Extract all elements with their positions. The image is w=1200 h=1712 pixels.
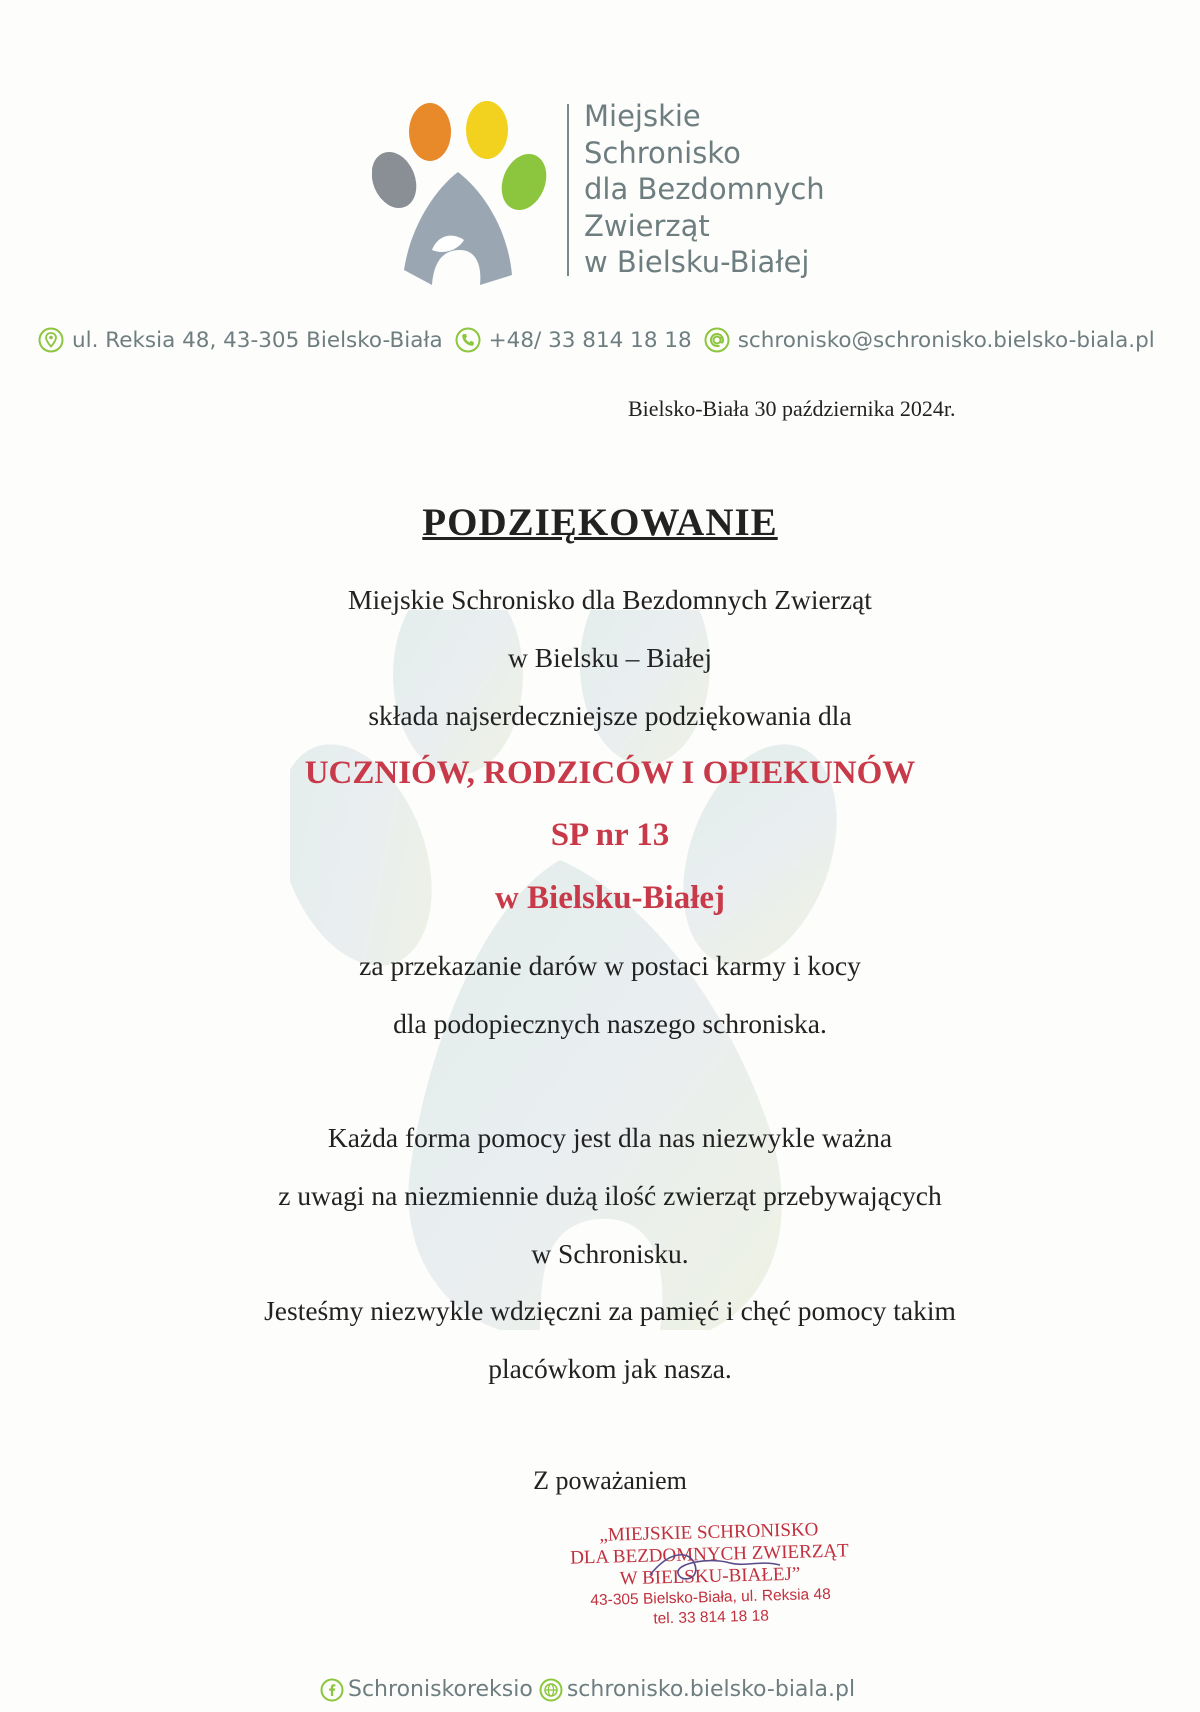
contact-email [704,327,1155,353]
body-line: Jesteśmy niezwykle wdzięczni za pamięć i chęć pomocy takim [264,1295,956,1326]
letter-date: Bielsko-Biała 30 października 2024r. [628,396,956,421]
closing-text: Z poważaniem [533,1466,687,1495]
intro-line: w Bielsku – Białej [508,642,712,673]
footer-facebook[interactable] [320,1677,533,1702]
reason-line: za przekazanie darów w postaci karmy i kocy [359,950,861,981]
body-line: w Schronisku. [531,1238,689,1269]
address-text: ul. Reksia 48, 43-305 Bielsko-Biała [72,327,443,353]
body-line: placówkom jak nasza. [488,1353,732,1384]
contact-phone [455,327,692,353]
stamp-line: tel. 33 814 18 18 [653,1607,770,1628]
facebook-icon [320,1678,344,1702]
reason-line: dla podopiecznych naszego schroniska. [393,1008,827,1039]
logo-line: Zwierząt [584,208,710,243]
stamp-line: W BIELSKU-BIAŁEJ” [619,1563,801,1590]
paw-logo-icon [372,100,552,290]
contact-bar [38,327,1168,353]
logo-line: Schronisko [584,135,741,170]
body-line: Każda forma pomocy jest dla nas niezwykle ważna [327,1122,893,1153]
stamp-line: 43-305 Bielsko-Biała, ul. Reksia 48 [590,1585,831,1610]
at-sign-icon [704,327,730,353]
intro-line: składa najserdeczniejsze podziękowania dla [368,700,852,731]
logo-line: dla Bezdomnych [584,172,825,206]
stamp-line: DLA BEZDOMNYCH ZWIERZĄT [569,1540,850,1569]
recipient-line: w Bielsku-Białej [494,880,726,916]
phone-text: +48/ 33 814 18 18 [488,327,692,353]
footer-website[interactable] [539,1677,855,1702]
logo-wordmark [584,98,825,281]
logo-divider [567,104,569,276]
email-text: schronisko@schronisko.bielsko-biala.pl [737,327,1155,353]
logo-line: w Bielsku-Białej [584,245,810,279]
location-pin-icon [38,327,64,353]
facebook-text: Schroniskoreksio [348,1677,533,1702]
recipient-line: SP nr 13 [550,817,670,853]
signature [640,1545,790,1585]
recipient-line: UCZNIÓW, RODZICÓW I OPIEKUNÓW [304,755,916,791]
footer [320,1677,1020,1702]
globe-icon [539,1678,563,1702]
intro-line: Miejskie Schronisko dla Bezdomnych Zwierząt [348,584,872,615]
page-title: PODZIĘKOWANIE [422,501,778,544]
stamp-line: „MIEJSKIE SCHRONISKO [599,1519,819,1546]
website-text: schronisko.bielsko-biala.pl [566,1677,856,1702]
body-line: z uwagi na niezmiennie dużą ilość zwierząt przebywających [278,1180,942,1211]
contact-address [38,327,443,353]
logo-line: Miejskie [584,99,701,133]
phone-icon [455,327,481,353]
